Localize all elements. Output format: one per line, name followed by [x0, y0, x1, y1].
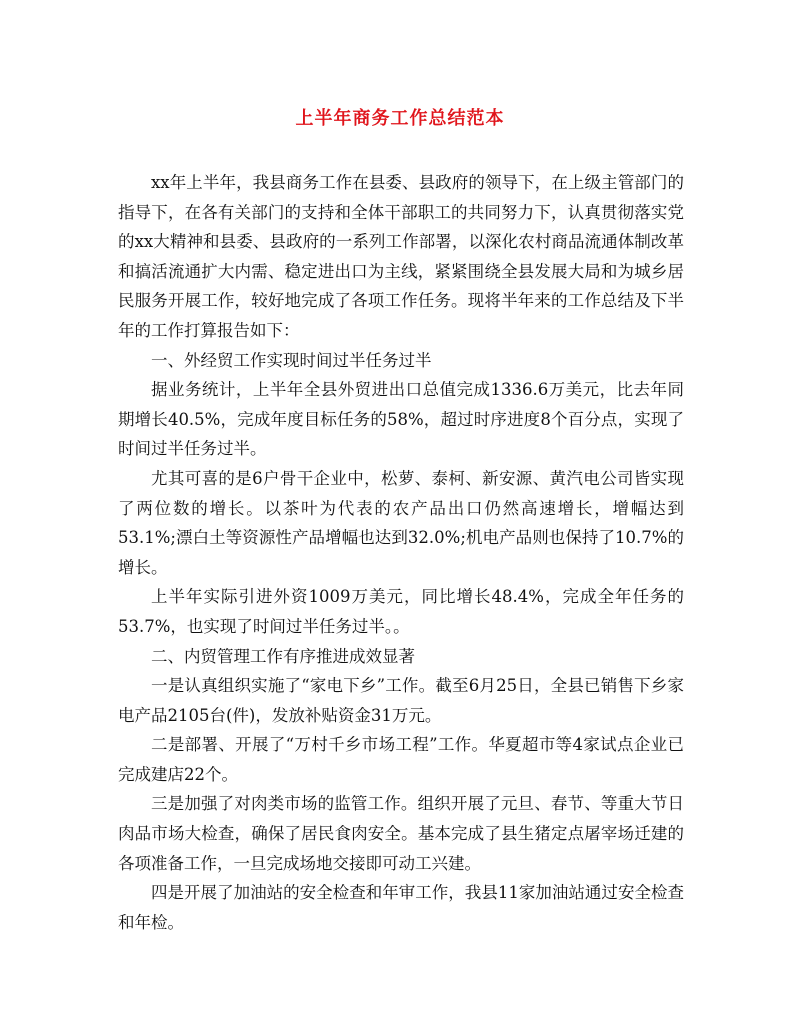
paragraph: 三是加强了对肉类市场的监管工作。组织开展了元旦、春节、等重大节日肉品市场大检查，确保了居民食肉安全。基本完成了县生猪定点屠宰场迁建的各项准备工作，一旦完成场地交接即可动工兴建。 [118, 794, 684, 873]
paragraph-intro: xx年上半年，我县商务工作在县委、县政府的领导下，在上级主管部门的指导下，在各有关部门的支持和全体干部职工的共同努力下，认真贯彻落实党的xx大精神和县委、县政府的一系列工作部署，以深化农村商品流通体制改革和搞活流通扩大内需、稳定进出口为主线，紧紧围绕全县发展大局和为城乡居民服务开展工作，较好地完成了各项工作任务。现将半年来的工作总结及下半年的工作打算报告如下： [118, 173, 684, 340]
paragraph: 一是认真组织实施了“家电下乡”工作。截至6月25日，全县已销售下乡家电产品2105台(件)，发放补贴资金31万元。 [118, 676, 684, 725]
section-heading-1: 一、外经贸工作实现时间过半任务过半 [151, 350, 432, 370]
paragraph: 尤其可喜的是6户骨干企业中，松萝、泰柯、新安源、黄汽电公司皆实现了两位数的增长。以茶叶为代表的农产品出口仍然高速增长，增幅达到53.1%;漂白土等资源性产品增幅也达到32.0%;机电产品则也保持了10.7%的增长。 [118, 468, 684, 577]
section-heading-2: 二、内贸管理工作有序推进成效显著 [151, 646, 415, 666]
paragraph: 上半年实际引进外资1009万美元，同比增长48.4%，完成全年任务的53.7%，也实现了时间过半任务过半。。 [118, 587, 684, 636]
paragraph: 据业务统计，上半年全县外贸进出口总值完成1336.6万美元，比去年同期增长40.5%，完成年度目标任务的58%，超过时序进度8个百分点，实现了时间过半任务过半。 [118, 380, 684, 459]
document-body [118, 168, 684, 937]
paragraph: 四是开展了加油站的安全检查和年审工作，我县11家加油站通过安全检查和年检。 [118, 883, 684, 932]
document-title: 上半年商务工作总结范本 [295, 108, 505, 129]
paragraph: 二是部署、开展了“万村千乡市场工程”工作。华夏超市等4家试点企业已完成建店22个。 [118, 735, 684, 784]
